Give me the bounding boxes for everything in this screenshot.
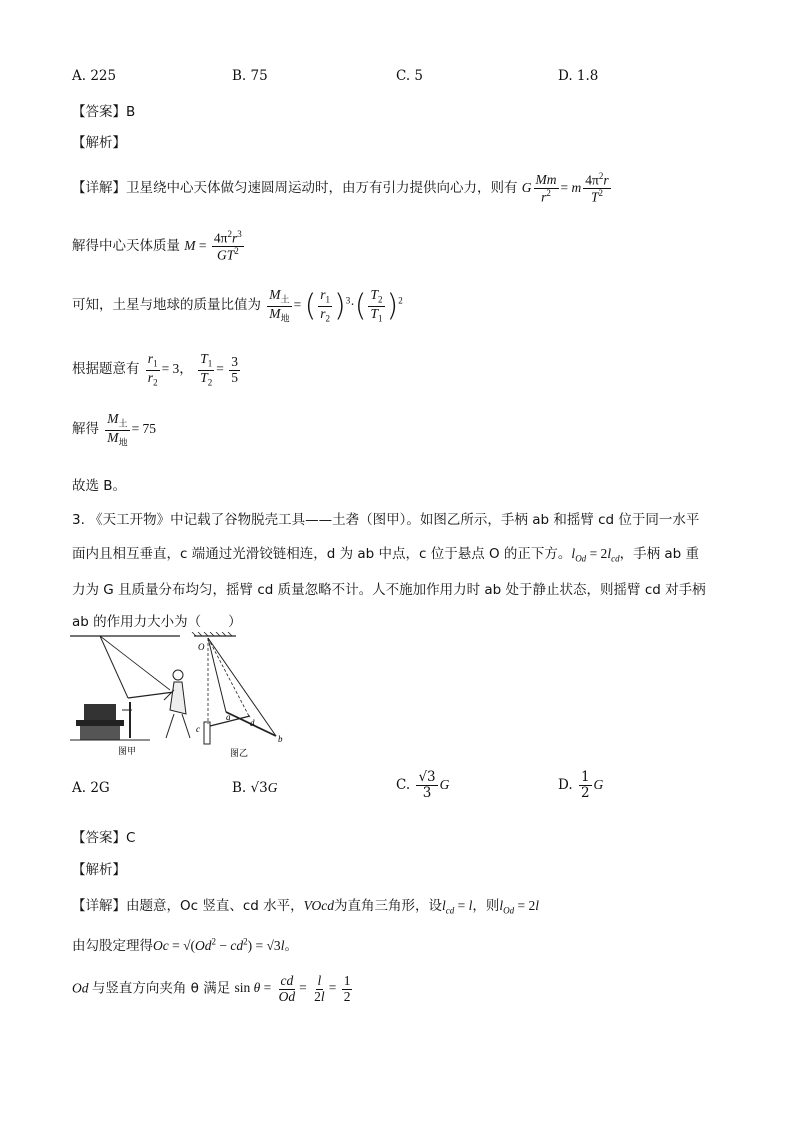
- figure-jia-label: 图甲: [118, 747, 137, 757]
- q3-option-a: A. 2G: [72, 780, 110, 796]
- analysis-tag: 【解析】: [72, 135, 126, 151]
- answer-tag: 【答案】: [72, 104, 126, 120]
- q3-line-1: 3. 《天工开物》中记载了谷物脱壳工具——土砻（图甲）。如图乙所示，手柄 ab 和摇臂 cd 位于同一水平: [72, 512, 700, 528]
- q2-solve-line: [72, 230, 246, 264]
- q3-option-d: D. $\frac{1}{2}$ G: [558, 769, 604, 801]
- ratio-text: 可知，土星与地球的质量比值为: [72, 297, 261, 314]
- figure-yi-label: 图乙: [230, 749, 249, 759]
- given-text: 根据题意有: [72, 361, 140, 378]
- q3-option-c-label: C.: [396, 776, 411, 793]
- q3-option-b: B. √3G: [232, 780, 278, 796]
- label-b: b: [278, 734, 283, 744]
- q3-detail-1: 【详解】由题意，Oc 竖直、cd 水平，VOcd为直角三角形，设$l_{cd} = l$，则$l_{Od} = 2l$: [72, 898, 540, 916]
- result-text: 解得: [72, 421, 99, 438]
- label-a: a: [226, 712, 231, 722]
- option-b: B. 75: [232, 68, 268, 84]
- gravity-formula: G $\frac{Mm}{r^2}$ = m $\frac{4\pi^2r}{T^2}$: [521, 171, 609, 205]
- q2-given-line: [72, 352, 242, 388]
- detail-tag-q3: 【详解】: [72, 898, 126, 914]
- ratio-formula: $\frac{M_土}{M_地}$ = ( $\frac{r_1}{r_2}$ )$^3$·( $\frac{T_2}{T_1}$ )$^2$: [269, 287, 403, 324]
- detail-tag: 【详解】: [72, 179, 126, 196]
- detail-text: 卫星绕中心天体做匀速圆周运动时，由万有引力提供向心力，则有: [126, 179, 518, 196]
- q3-line-2-tail: ，手柄 ab 重: [619, 546, 700, 562]
- option-c: C. 5: [396, 68, 424, 84]
- detail-1b: 为直角三角形，设: [333, 898, 442, 914]
- analysis-tag-q3: 【解析】: [72, 862, 126, 878]
- q3-line-2-text: 面内且相互垂直，c 端通过光滑铰链相连，d 为 ab 中点，c 位于悬点 O 的正下方。: [72, 546, 572, 562]
- q3-option-c: C. $\frac{√3}{3}$ G: [396, 769, 450, 801]
- figure-yi: [190, 632, 300, 760]
- q3-option-b-label: B.: [232, 780, 247, 796]
- label-c: c: [196, 724, 200, 734]
- answer-line-q3: [72, 826, 135, 846]
- q2-result-line: [72, 412, 156, 448]
- answer-value-q3: C: [126, 830, 136, 846]
- answer-tag-q3: 【答案】: [72, 830, 126, 846]
- q2-conclusion: 故选 B。: [72, 478, 127, 494]
- label-o: O: [198, 642, 205, 652]
- q3-detail-2: 由勾股定理得$Oc = √(Od^2 - cd^2) = √3l$。: [72, 936, 298, 954]
- detail-1a: 由题意，Oc 竖直、cd 水平，: [126, 898, 304, 914]
- label-d: d: [250, 718, 255, 728]
- option-d: D. 1.8: [558, 68, 599, 84]
- answer-line: [72, 100, 135, 120]
- mass-formula: M = $\frac{4\pi^2r^3}{GT^2}$: [184, 229, 242, 263]
- solve-text: 解得中心天体质量: [72, 237, 180, 254]
- detail-2: 由勾股定理得: [72, 938, 153, 954]
- detail-3: 与竖直方向夹角 θ 满足: [91, 980, 231, 997]
- option-a: A. 225: [72, 68, 117, 84]
- detail-1c: ，则: [472, 898, 500, 914]
- answer-value: B: [126, 104, 136, 120]
- length-relation: $l_{Od} = 2l_{cd}$: [571, 546, 620, 564]
- q2-detail-line: [72, 172, 613, 206]
- result-value: = 75: [131, 421, 157, 437]
- q3-detail-3: Od 与竖直方向夹角 θ 满足 sin θ = $\frac{cd}{Od}$ = $\frac{l}{2l}$ = $\frac{1}{2}$: [72, 973, 351, 1004]
- q3-line-3: 力为 G 且质量分布均匀，摇臂 cd 质量忽略不计。人不施加作用力时 ab 处于静止状态，则摇臂 cd 对手柄: [72, 582, 706, 598]
- q2-ratio-line: [72, 288, 403, 324]
- q3-line-4: ab 的作用力大小为（ ）: [72, 614, 242, 630]
- given-formula: $\frac{r_1}{r_2}$ = 3， $\frac{T_1}{T_2}$ = $\frac{3}{5}$: [147, 351, 238, 388]
- result-formula: $\frac{M_土}{M_地}$ = 75: [107, 411, 157, 448]
- q3-option-d-label: D.: [558, 776, 573, 793]
- q3-line-2: [72, 542, 699, 564]
